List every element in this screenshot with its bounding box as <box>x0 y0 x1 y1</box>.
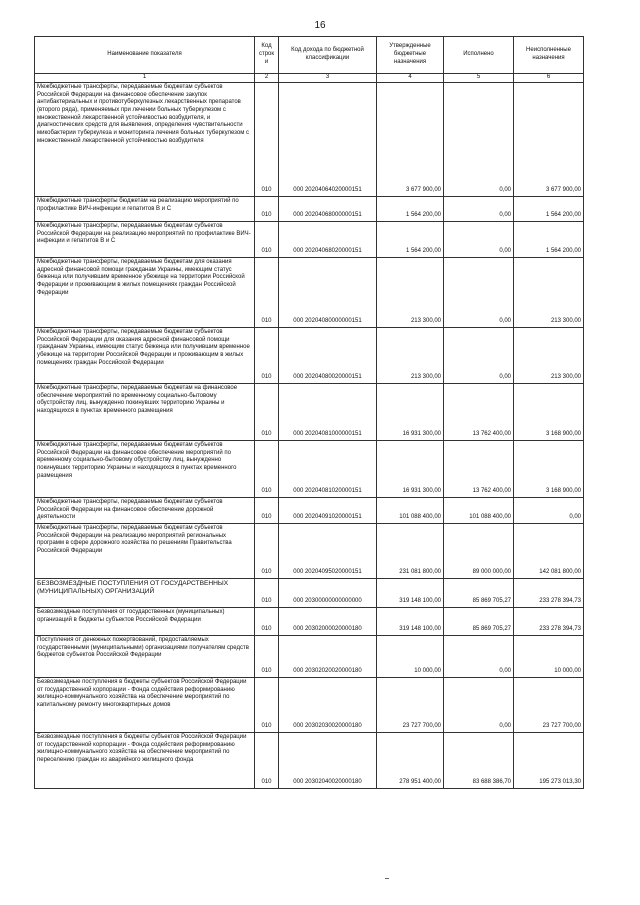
table-row <box>35 636 584 678</box>
row-approved-amount: 10 000,00 <box>377 636 444 678</box>
table-row <box>35 83 584 197</box>
row-executed-amount: 0,00 <box>444 328 514 384</box>
row-approved-amount: 319 148 100,00 <box>377 579 444 608</box>
row-approved-amount: 101 088 400,00 <box>377 498 444 524</box>
row-approved-amount: 319 148 100,00 <box>377 608 444 636</box>
row-executed-amount: 13 762 400,00 <box>444 384 514 441</box>
row-line-code: 010 <box>255 678 279 733</box>
row-income-code: 000 20302000020000180 <box>279 608 377 636</box>
row-executed-amount: 0,00 <box>444 258 514 328</box>
column-number: 2 <box>255 74 279 83</box>
row-income-code: 000 20204095020000151 <box>279 524 377 579</box>
row-income-code: 000 20204081000000151 <box>279 384 377 441</box>
row-income-code: 000 20302030020000180 <box>279 678 377 733</box>
row-unexecuted-amount: 10 000,00 <box>514 636 584 678</box>
table-row <box>35 579 584 608</box>
row-approved-amount: 231 081 800,00 <box>377 524 444 579</box>
row-name: Межбюджетные трансферты, передаваемые бюджетам на финансовое обеспечение мероприятий по временному социально-бытовому обустройству лиц, вынужденно покинувших территорию Украины и находящихся в пунктах временного размещения <box>35 384 255 441</box>
column-header-income-code: Код дохода по бюджетной классификации <box>279 37 377 74</box>
row-line-code: 010 <box>255 441 279 498</box>
row-executed-amount: 0,00 <box>444 678 514 733</box>
row-approved-amount: 278 951 400,00 <box>377 733 444 789</box>
row-approved-amount: 16 931 300,00 <box>377 441 444 498</box>
row-line-code: 010 <box>255 498 279 524</box>
row-approved-amount: 23 727 700,00 <box>377 678 444 733</box>
page-number: 16 <box>314 20 326 31</box>
row-line-code: 010 <box>255 197 279 222</box>
row-unexecuted-amount: 1 564 200,00 <box>514 197 584 222</box>
row-executed-amount: 0,00 <box>444 636 514 678</box>
row-approved-amount: 16 931 300,00 <box>377 384 444 441</box>
row-line-code: 010 <box>255 524 279 579</box>
table-row <box>35 258 584 328</box>
row-name: Безвозмездные поступления в бюджеты субъектов Российской Федерации от государственной корпорации - Фонда содействия реформированию жилищно-коммунального хозяйства на обеспечение мероприятий по переселению граждан из аварийного жилищного фонда <box>35 733 255 789</box>
row-income-code: 000 20204080020000151 <box>279 328 377 384</box>
row-name: Поступления от денежных пожертвований, предоставляемых государственными (муниципальными) организациями получателям средств бюджетов субъектов Российской Федерации <box>35 636 255 678</box>
row-line-code: 010 <box>255 258 279 328</box>
row-line-code: 010 <box>255 579 279 608</box>
row-approved-amount: 1 564 200,00 <box>377 222 444 258</box>
row-name: Межбюджетные трансферты, передаваемые бюджетам субъектов Российской Федерации на финансовое обеспечение дорожной деятельности <box>35 498 255 524</box>
column-header-approved: Утвержденные бюджетные назначения <box>377 37 444 74</box>
row-executed-amount: 0,00 <box>444 222 514 258</box>
row-unexecuted-amount: 213 300,00 <box>514 328 584 384</box>
budget-execution-table <box>34 36 584 789</box>
row-executed-amount: 85 869 705,27 <box>444 608 514 636</box>
table-row <box>35 498 584 524</box>
table-row <box>35 441 584 498</box>
table-row <box>35 197 584 222</box>
row-approved-amount: 213 300,00 <box>377 328 444 384</box>
column-number: 6 <box>514 74 584 83</box>
row-income-code: 000 20302040020000180 <box>279 733 377 789</box>
column-header-line-code: Код строк и <box>255 37 279 74</box>
scan-mark <box>385 878 389 879</box>
row-name: Безвозмездные поступления в бюджеты субъектов Российской Федерации от государственной корпорации - Фонда содействия реформированию жилищно-коммунального хозяйства на обеспечение мероприятий по капитальному ремонту многоквартирных домов <box>35 678 255 733</box>
row-line-code: 010 <box>255 636 279 678</box>
row-approved-amount: 3 677 900,00 <box>377 83 444 197</box>
column-number: 5 <box>444 74 514 83</box>
row-income-code: 000 20204080000000151 <box>279 258 377 328</box>
row-name: БЕЗВОЗМЕЗДНЫЕ ПОСТУПЛЕНИЯ ОТ ГОСУДАРСТВЕННЫХ (МУНИЦИПАЛЬНЫХ) ОРГАНИЗАЦИЙ <box>35 579 255 608</box>
row-unexecuted-amount: 3 168 900,00 <box>514 441 584 498</box>
row-name: Межбюджетные трансферты, передаваемые бюджетам субъектов Российской Федерации для оказания адресной финансовой помощи гражданам Украины, имеющим статус беженца или получившим временное убежище на территории Российской Федерации и проживающим в жилых помещениях граждан Российской Федерации <box>35 328 255 384</box>
row-name: Межбюджетные трансферты бюджетам на реализацию мероприятий по профилактике ВИЧ-инфекции и гепатитов В и С <box>35 197 255 222</box>
column-number: 1 <box>35 74 255 83</box>
row-line-code: 010 <box>255 328 279 384</box>
row-income-code: 000 20204068000000151 <box>279 197 377 222</box>
row-income-code: 000 20204081020000151 <box>279 441 377 498</box>
row-unexecuted-amount: 233 278 394,73 <box>514 579 584 608</box>
table-row <box>35 328 584 384</box>
row-income-code: 000 20204068020000151 <box>279 222 377 258</box>
row-executed-amount: 0,00 <box>444 197 514 222</box>
row-unexecuted-amount: 1 564 200,00 <box>514 222 584 258</box>
row-name: Межбюджетные трансферты, передаваемые бюджетам для оказания адресной финансовой помощи гражданам Украины, имеющим статус беженца или получившим временное убежище на территории Российской Федерации и проживающим в жилых помещениях граждан Российской Федерации <box>35 258 255 328</box>
row-income-code: 000 20204091020000151 <box>279 498 377 524</box>
row-unexecuted-amount: 213 300,00 <box>514 258 584 328</box>
row-unexecuted-amount: 3 677 900,00 <box>514 83 584 197</box>
row-line-code: 010 <box>255 83 279 197</box>
row-line-code: 010 <box>255 733 279 789</box>
row-line-code: 010 <box>255 384 279 441</box>
row-executed-amount: 13 762 400,00 <box>444 441 514 498</box>
column-number: 3 <box>279 74 377 83</box>
column-header-executed: Исполнено <box>444 37 514 74</box>
row-executed-amount: 101 088 400,00 <box>444 498 514 524</box>
column-number: 4 <box>377 74 444 83</box>
row-income-code: 000 20204064020000151 <box>279 83 377 197</box>
table-row <box>35 608 584 636</box>
row-name: Межбюджетные трансферты, передаваемые бюджетам субъектов Российской Федерации на реализацию мероприятий региональных программ в сфере дорожного хозяйства по решениям Правительства Российской Федерации <box>35 524 255 579</box>
row-unexecuted-amount: 3 168 900,00 <box>514 384 584 441</box>
row-unexecuted-amount: 142 081 800,00 <box>514 524 584 579</box>
row-line-code: 010 <box>255 222 279 258</box>
row-line-code: 010 <box>255 608 279 636</box>
column-header-unexecuted: Неисполненные назначения <box>514 37 584 74</box>
row-name: Межбюджетные трансферты, передаваемые бюджетам субъектов Российской Федерации на финансовое обеспечение мероприятий по временному социально-бытовому обустройству лиц, вынужденно покинувших территорию Украины и находящихся в пунктах временного размещения <box>35 441 255 498</box>
row-approved-amount: 213 300,00 <box>377 258 444 328</box>
row-unexecuted-amount: 0,00 <box>514 498 584 524</box>
table-row <box>35 524 584 579</box>
table-body <box>35 83 584 789</box>
table-row <box>35 384 584 441</box>
table-row <box>35 678 584 733</box>
row-executed-amount: 83 688 386,70 <box>444 733 514 789</box>
row-unexecuted-amount: 23 727 700,00 <box>514 678 584 733</box>
row-name: Межбюджетные трансферты, передаваемые бюджетам субъектов Российской Федерации на реализацию мероприятий по профилактике ВИЧ-инфекции и гепатитов В и С <box>35 222 255 258</box>
row-executed-amount: 0,00 <box>444 83 514 197</box>
row-approved-amount: 1 564 200,00 <box>377 197 444 222</box>
row-name: Безвозмездные поступления от государственных (муниципальных) организаций в бюджеты субъектов Российской Федерации <box>35 608 255 636</box>
row-name: Межбюджетные трансферты, передаваемые бюджетам субъектов Российской Федерации на финансовое обеспечение закупок антибактериальных и противотуберкулезных лекарственных препаратов (второго ряда), применяемых при лечении больных туберкулезом с множественной лекарственной устойчивостью возбудителя, и диагностических средств для выявления, определения чувствительности микобактерии туберкулеза и мониторинга лечения больных туберкулезом с множественной лекарственной устойчивостью возбудителя <box>35 83 255 197</box>
row-executed-amount: 85 869 705,27 <box>444 579 514 608</box>
row-executed-amount: 89 000 000,00 <box>444 524 514 579</box>
table-row <box>35 222 584 258</box>
column-header-name: Наименование показателя <box>35 37 255 74</box>
row-unexecuted-amount: 233 278 394,73 <box>514 608 584 636</box>
row-income-code: 000 20302020020000180 <box>279 636 377 678</box>
row-unexecuted-amount: 195 273 013,30 <box>514 733 584 789</box>
row-income-code: 000 20300000000000000 <box>279 579 377 608</box>
table-row <box>35 733 584 789</box>
